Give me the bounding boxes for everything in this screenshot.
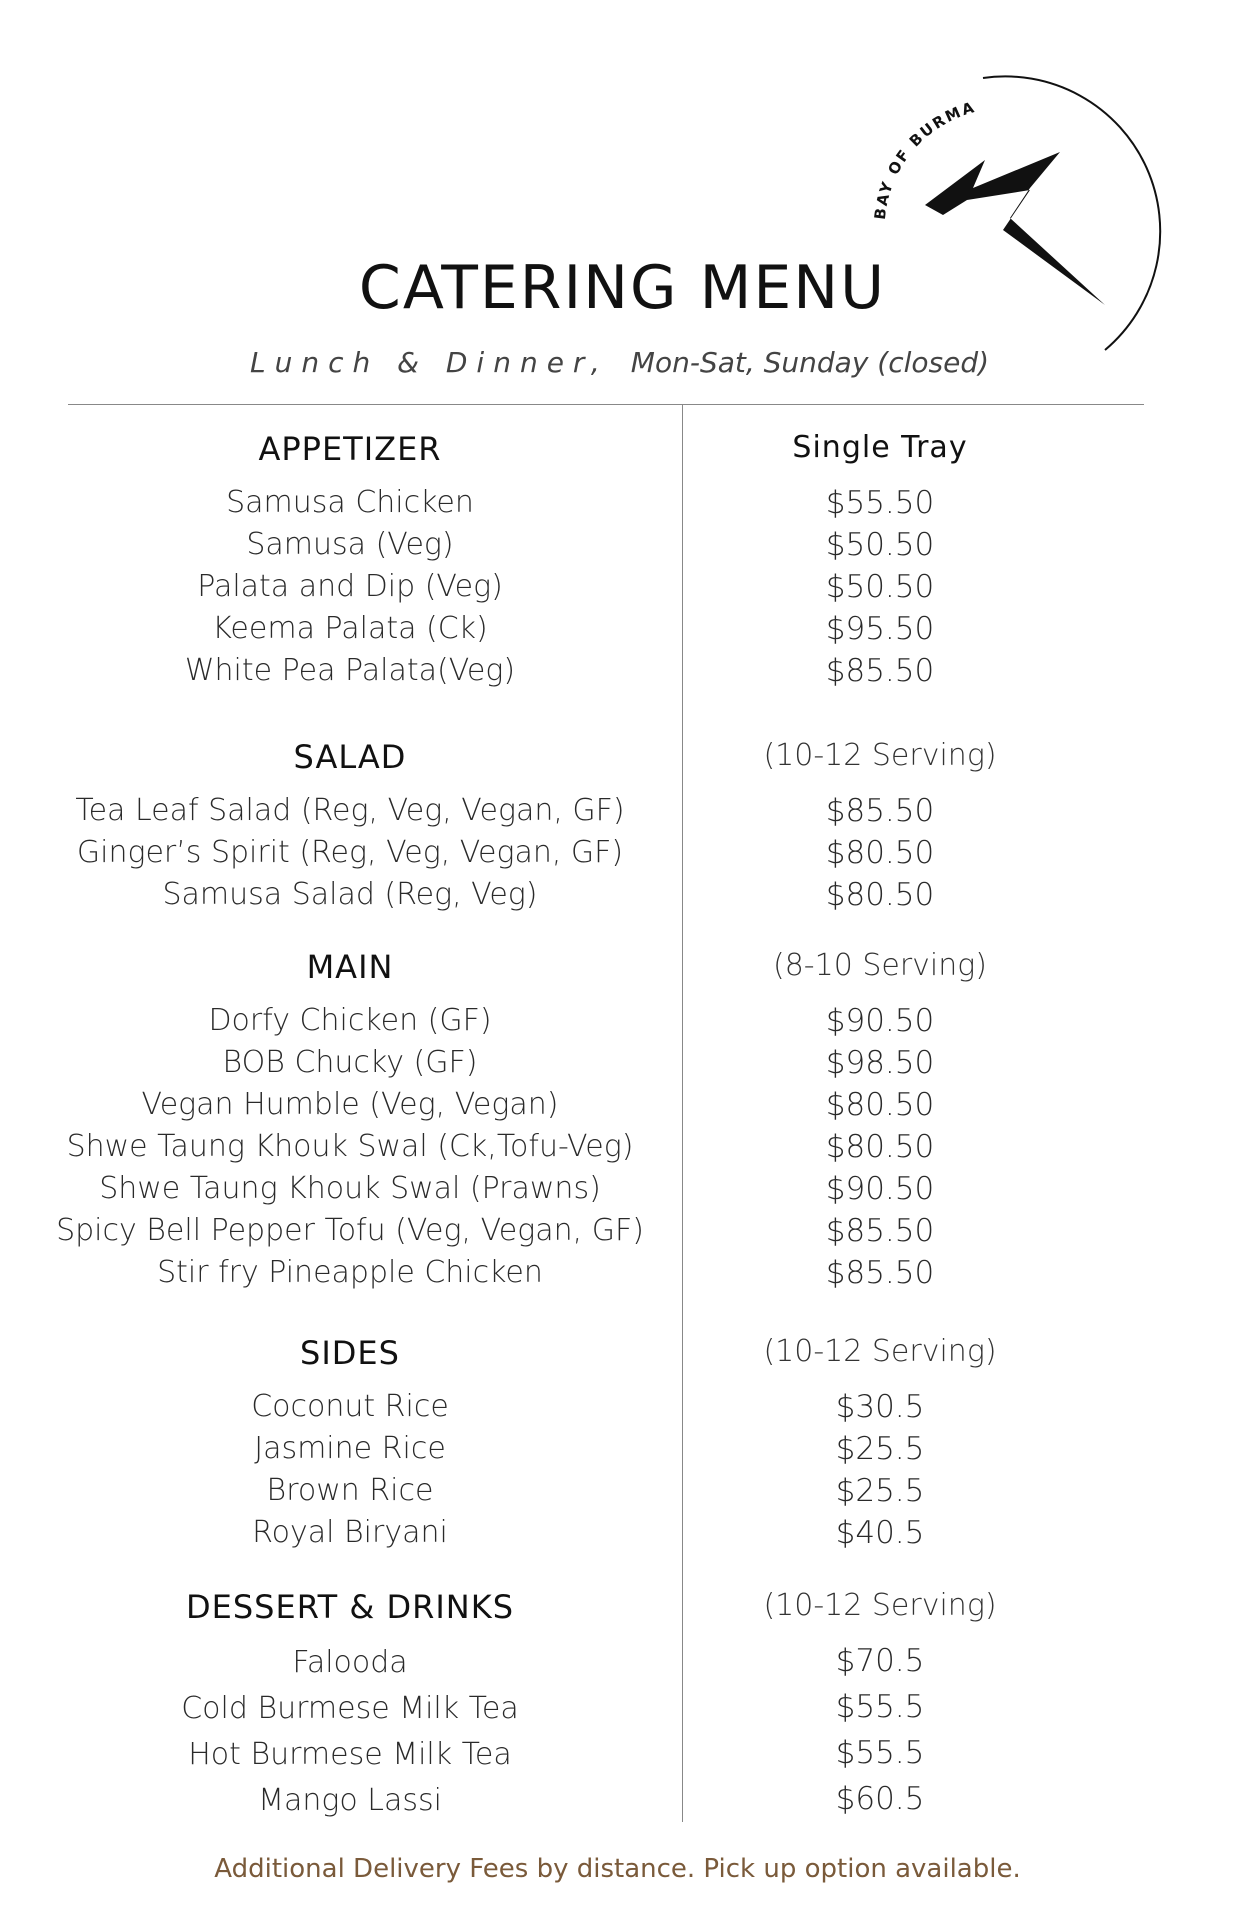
menu-item [40,1168,1200,1210]
subtitle-hours: Lunch & Dinner, [250,346,609,379]
item-price: $85.50 [825,793,935,829]
section-title: MAIN [306,948,394,986]
menu-item [40,1778,1200,1824]
menu-item [40,1686,1200,1732]
section-dessert-drinks [40,1582,1200,1824]
item-price: $85.50 [825,653,935,689]
item-price: $80.50 [825,1129,935,1165]
item-name: Stir fry Pineapple Chicken [157,1255,543,1290]
section-serving: (10-12 Serving) [763,1334,997,1369]
item-price: $40.5 [835,1515,925,1551]
item-price: $60.5 [835,1781,925,1817]
menu-item [40,566,1200,608]
page-subtitle [250,346,989,379]
item-name: Spicy Bell Pepper Tofu (Veg, Vegan, GF) [56,1213,644,1248]
menu-item [40,1210,1200,1252]
item-price: $90.50 [825,1171,935,1207]
item-name: Falooda [292,1645,408,1680]
item-price: $55.50 [825,485,935,521]
item-name: Samusa (Veg) [246,527,454,562]
menu-item [40,1640,1200,1686]
menu-item [40,1470,1200,1512]
section-serving: Single Tray [792,430,968,465]
menu-item [40,524,1200,566]
menu-item [40,650,1200,692]
item-name: Brown Rice [266,1473,434,1508]
item-name: Shwe Taung Khouk Swal (Prawns) [99,1171,601,1206]
footer-note: Additional Delivery Fees by distance. Pick up option available. [214,1854,1021,1884]
item-price: $70.5 [835,1643,925,1679]
item-name: White Pea Palata(Veg) [184,653,516,688]
menu-item [40,1000,1200,1042]
item-name: Mango Lassi [258,1783,442,1818]
section-appetizer [40,424,1200,692]
item-name: Palata and Dip (Veg) [197,569,503,604]
menu-item [40,1732,1200,1778]
section-title: DESSERT & DRINKS [186,1588,514,1626]
item-name: Cold Burmese Milk Tea [181,1691,519,1726]
menu-item [40,608,1200,650]
item-name: Samusa Chicken [226,485,474,520]
item-name: Vegan Humble (Veg, Vegan) [141,1087,559,1122]
section-salad [40,732,1200,916]
item-price: $98.50 [825,1045,935,1081]
section-serving: (8-10 Serving) [773,948,987,983]
item-price: $50.50 [825,527,935,563]
menu-item [40,1042,1200,1084]
menu-item [40,1252,1200,1294]
menu-item [40,1126,1200,1168]
item-price: $85.50 [825,1213,935,1249]
item-name: BOB Chucky (GF) [222,1045,478,1080]
logo-text: BAY OF BURMA [870,97,978,221]
item-price: $50.50 [825,569,935,605]
menu-item [40,874,1200,916]
section-title: APPETIZER [258,430,442,468]
section-serving: (10-12 Serving) [763,1588,997,1623]
item-name: Keema Palata (Ck) [212,611,488,646]
item-price: $25.5 [835,1431,925,1467]
section-main [40,942,1200,1294]
menu-item [40,1512,1200,1554]
menu-item [40,1084,1200,1126]
item-price: $80.50 [825,877,935,913]
menu-item [40,1428,1200,1470]
menu-item [40,790,1200,832]
item-price: $90.50 [825,1003,935,1039]
page-title: CATERING MENU [358,253,887,323]
section-title: SALAD [293,738,407,776]
item-price: $25.5 [835,1473,925,1509]
menu-item [40,482,1200,524]
item-name: Samusa Salad (Reg, Veg) [162,877,538,912]
item-name: Tea Leaf Salad (Reg, Veg, Vegan, GF) [75,793,625,828]
item-name: Dorfy Chicken (GF) [208,1003,492,1038]
item-name: Hot Burmese Milk Tea [188,1737,512,1772]
item-price: $30.5 [835,1389,925,1425]
item-price: $55.5 [835,1735,925,1771]
item-name: Jasmine Rice [254,1431,446,1466]
menu-item [40,832,1200,874]
item-price: $80.50 [825,835,935,871]
item-name: Coconut Rice [251,1389,449,1424]
item-name: Ginger’s Spirit (Reg, Veg, Vegan, GF) [76,835,624,870]
section-title: SIDES [300,1334,400,1372]
subtitle-days: Mon-Sat, Sunday (closed) [630,346,990,379]
item-price: $80.50 [825,1087,935,1123]
section-serving: (10-12 Serving) [763,738,997,773]
section-sides [40,1328,1200,1554]
item-price: $85.50 [825,1255,935,1291]
item-name: Royal Biryani [252,1515,448,1550]
item-price: $95.50 [825,611,935,647]
item-price: $55.5 [835,1689,925,1725]
item-name: Shwe Taung Khouk Swal (Ck,Tofu-Veg) [66,1129,634,1164]
menu-item [40,1386,1200,1428]
horizontal-divider [68,404,1144,405]
